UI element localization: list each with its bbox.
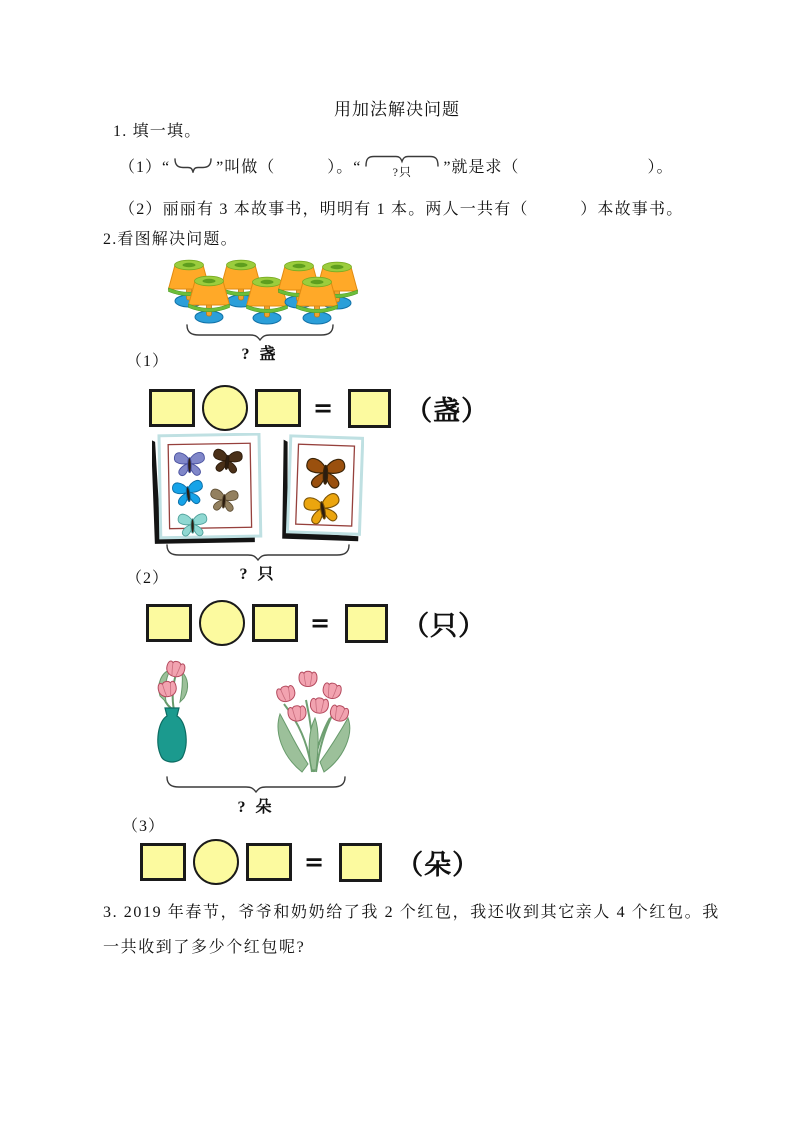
underbrace-icon <box>186 323 334 341</box>
equals-sign: = <box>304 848 325 876</box>
result-box[interactable] <box>339 843 382 882</box>
overbracket-with-label <box>365 153 439 178</box>
tulip-icon <box>310 697 329 713</box>
lamp-icon <box>297 277 338 324</box>
operator-circle[interactable] <box>193 839 239 885</box>
hint-label-3: ? 朵 <box>237 799 275 816</box>
tulip-icon <box>275 684 297 704</box>
hint-label-2: ? 只 <box>239 566 277 583</box>
q1-part1-suffix: ）。 <box>647 158 674 176</box>
specimen-card-left <box>152 434 261 544</box>
underbrace-icon <box>174 158 212 173</box>
addend-box-2[interactable] <box>252 604 298 642</box>
equation-row-2 <box>146 600 486 646</box>
bracket-question-label: ?只 <box>392 164 412 179</box>
part-label-2: （2） <box>126 570 170 587</box>
unit-label-1: （盏） <box>405 395 490 426</box>
addend-box-2[interactable] <box>246 843 292 881</box>
hint-label-1: ? 盏 <box>241 346 279 363</box>
underbrace-icon <box>166 543 350 561</box>
specimen-card-right <box>280 436 363 542</box>
q1-part1-prefix: （1）“ <box>119 158 171 176</box>
page-title: 用加法解决问题 <box>334 100 460 119</box>
part-label-3: （3） <box>122 818 166 835</box>
equals-sign: = <box>310 609 331 637</box>
equation-row-3 <box>140 839 480 885</box>
tulip-icon <box>287 705 307 723</box>
operator-circle[interactable] <box>199 600 245 646</box>
tulip-icon <box>322 681 343 700</box>
underbrace-icon <box>166 775 346 793</box>
lamps-illustration <box>156 250 364 326</box>
q1-heading: 1. 填一填。 <box>113 123 202 140</box>
addend-box-2[interactable] <box>255 389 301 427</box>
result-box[interactable] <box>345 604 388 643</box>
operator-circle[interactable] <box>202 385 248 431</box>
addend-box-1[interactable] <box>146 604 192 642</box>
tulip-bouquet <box>275 671 350 772</box>
q1-part1-mid2: ）。“ <box>327 158 362 176</box>
equals-sign: = <box>313 394 334 422</box>
result-box[interactable] <box>348 389 391 428</box>
unit-label-2: （只） <box>402 610 487 641</box>
tulips-illustration <box>150 658 365 780</box>
q2-heading: 2.看图解决问题。 <box>103 231 238 248</box>
q3-line2: 一共收到了多少个红包呢? <box>103 939 306 956</box>
q1-part1-mid1: ”叫做（ <box>216 158 276 176</box>
equation-row-1 <box>149 385 489 431</box>
unit-label-3: （朵） <box>396 849 481 880</box>
q3-line1: 3. 2019 年春节，爷爷和奶奶给了我 2 个红包，我还收到其它亲人 4 个红包。我 <box>103 904 720 921</box>
vase-icon <box>157 659 187 762</box>
q1-part1-mid3: ”就是求（ <box>443 158 520 176</box>
q1-part1-line <box>119 144 673 186</box>
tulip-icon <box>299 671 317 686</box>
addend-box-1[interactable] <box>149 389 195 427</box>
part-label-1: （1） <box>126 353 170 370</box>
addend-box-1[interactable] <box>140 843 186 881</box>
lamp-icon <box>189 276 230 323</box>
butterfly-cards-illustration <box>152 433 364 545</box>
q1-part2-line: （2）丽丽有 3 本故事书，明明有 1 本。两人一共有（ ）本故事书。 <box>119 201 684 218</box>
